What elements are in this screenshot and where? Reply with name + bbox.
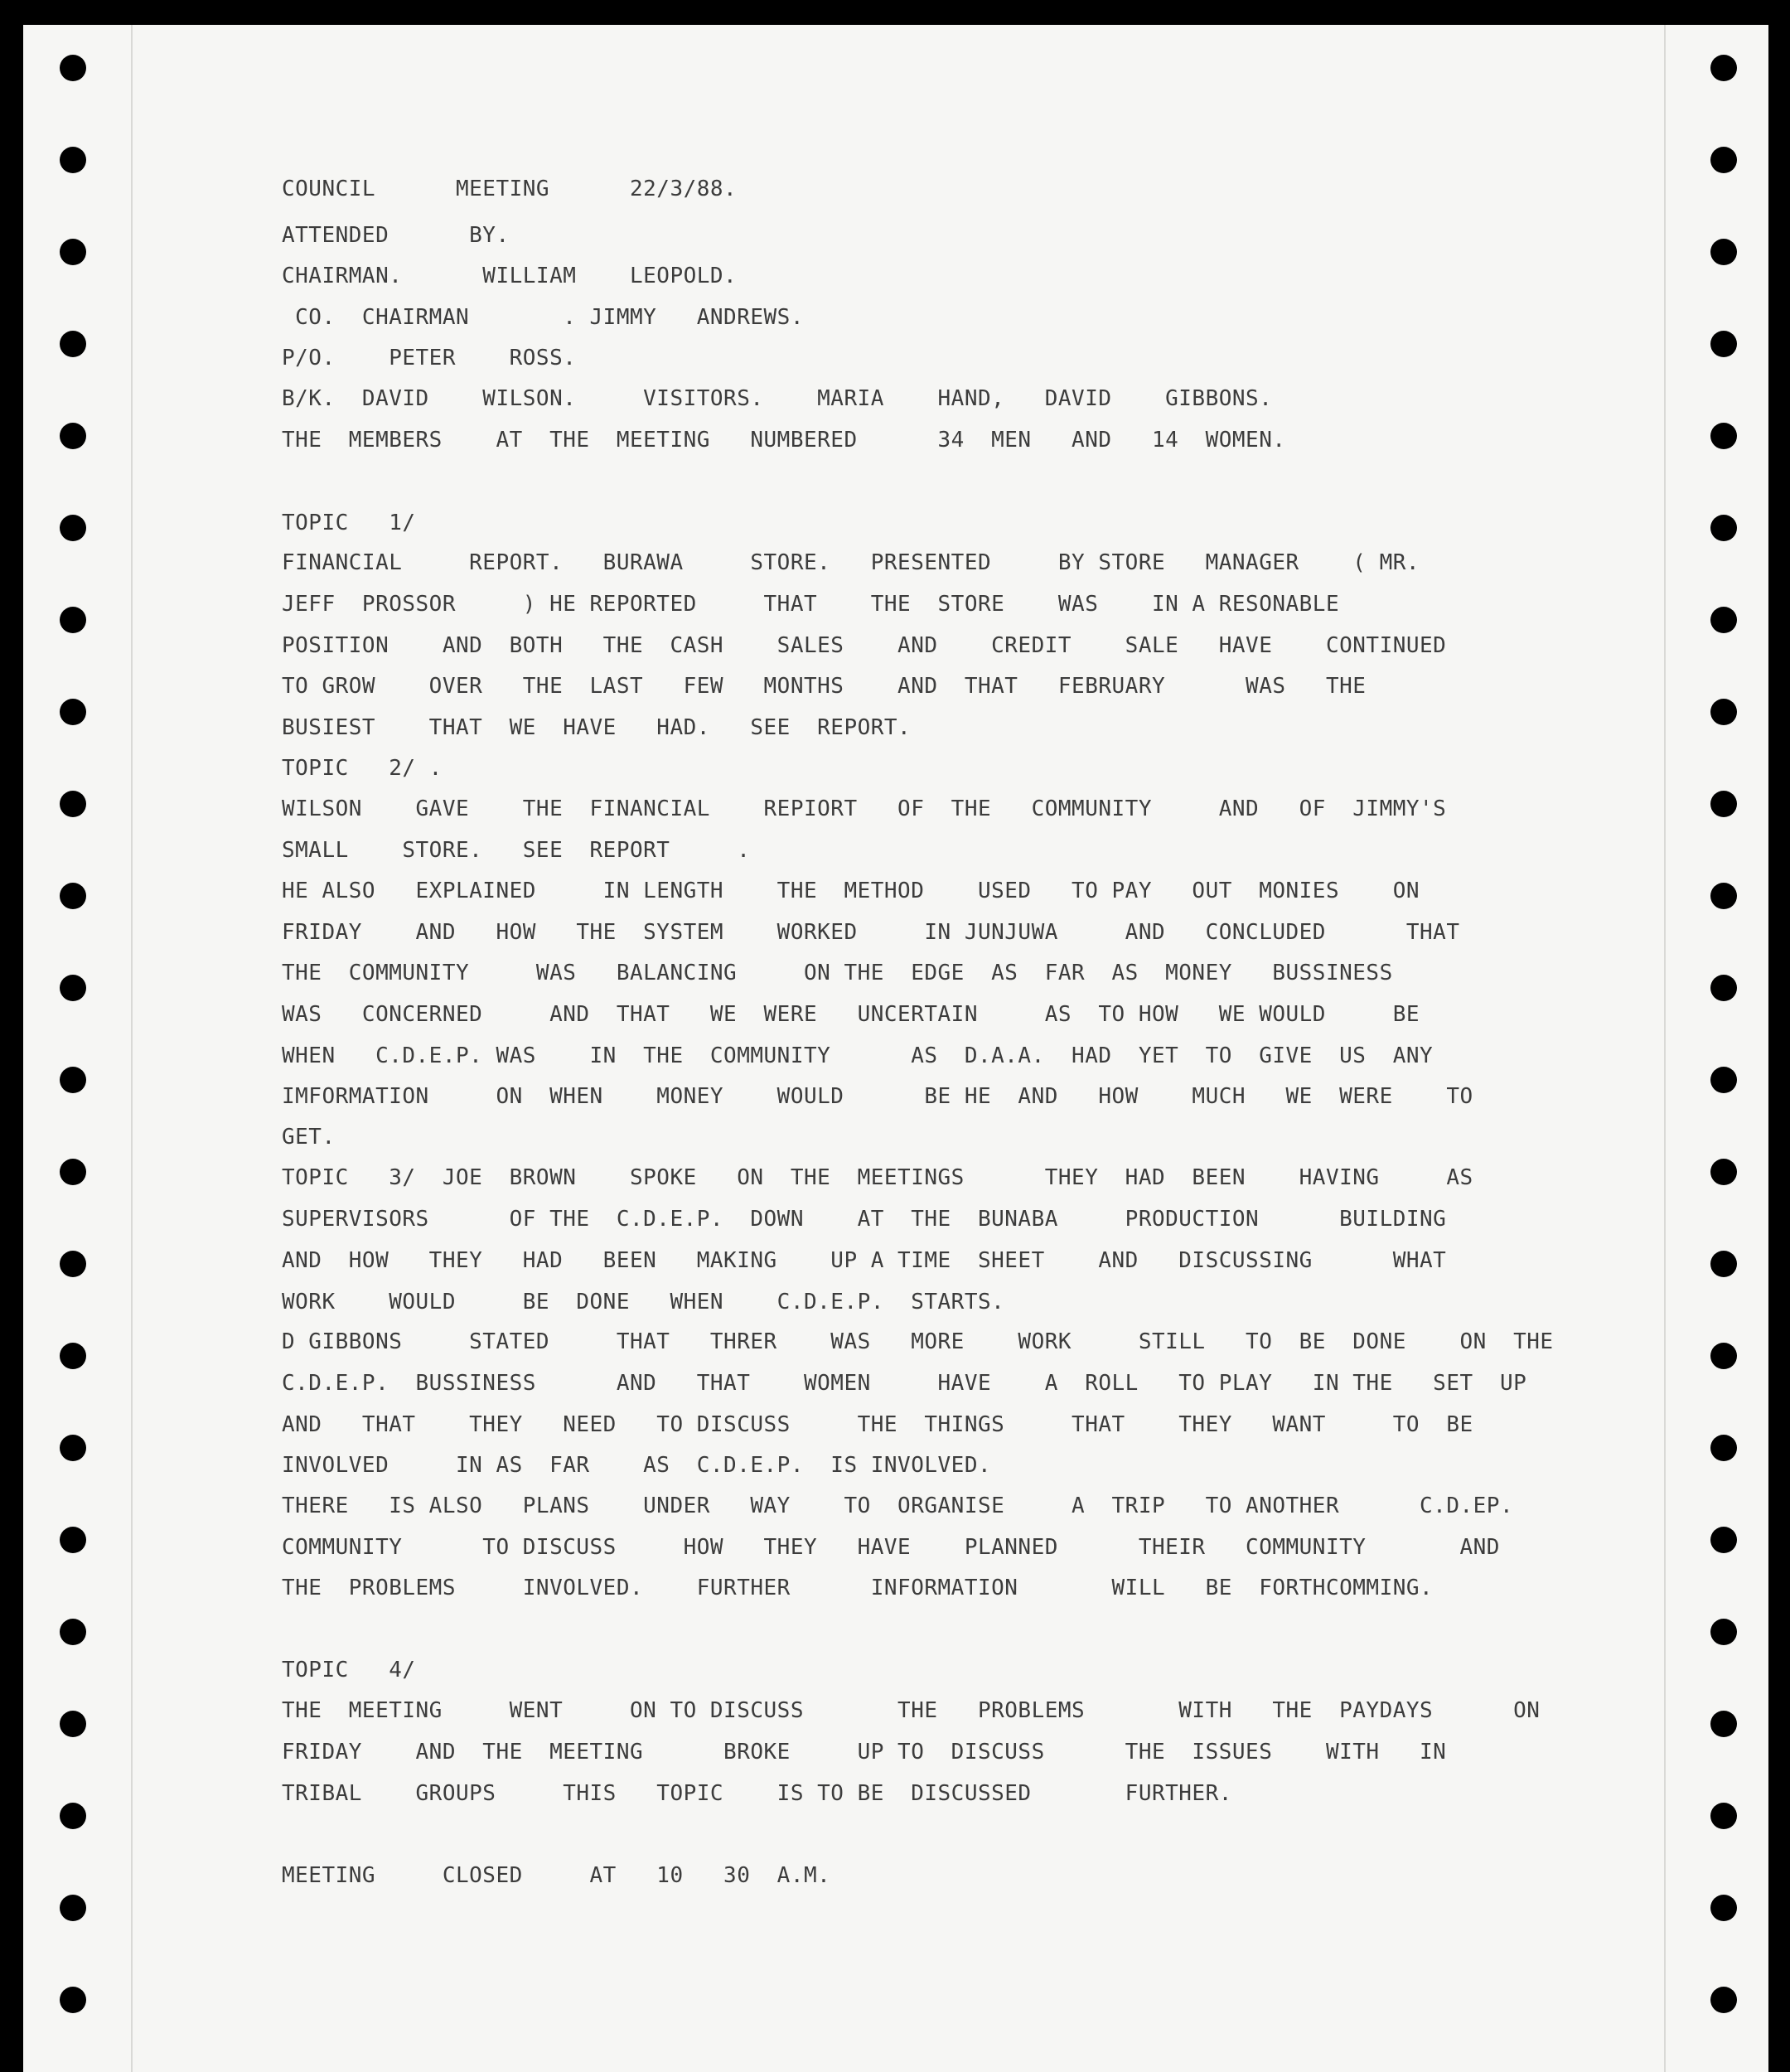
minutes-line: BUSIEST THAT WE HAVE HAD. SEE REPORT. xyxy=(282,715,912,740)
tractor-hole xyxy=(1710,1159,1737,1185)
minutes-line: GET. xyxy=(282,1125,336,1150)
members-line: THE MEMBERS AT THE MEETING NUMBERED 34 MEN AND 14 WOMEN. xyxy=(282,428,1286,453)
tractor-hole xyxy=(1710,423,1737,449)
minutes-line: POSITION AND BOTH THE CASH SALES AND CREDIT SALE HAVE CONTINUED xyxy=(282,633,1447,658)
minutes-line: WAS CONCERNED AND THAT WE WERE UNCERTAIN AS TO HOW WE WOULD BE xyxy=(282,1002,1420,1027)
minutes-line: D GIBBONS STATED THAT THRER WAS MORE WORK STILL TO BE DONE ON THE xyxy=(282,1329,1554,1354)
tractor-hole xyxy=(60,1159,86,1185)
tractor-hole xyxy=(60,1067,86,1093)
tractor-hole xyxy=(1710,607,1737,633)
tractor-hole xyxy=(1710,1251,1737,1277)
minutes-line: AND HOW THEY HAD BEEN MAKING UP A TIME SHEET AND DISCUSSING WHAT xyxy=(282,1248,1447,1273)
minutes-line: TRIBAL GROUPS THIS TOPIC IS TO BE DISCUSSED FURTHER. xyxy=(282,1781,1232,1806)
minutes-line: COMMUNITY TO DISCUSS HOW THEY HAVE PLANNED THEIR COMMUNITY AND xyxy=(282,1535,1500,1560)
minutes-line: C.D.E.P. BUSSINESS AND THAT WOMEN HAVE A ROLL TO PLAY IN THE SET UP xyxy=(282,1371,1527,1396)
minutes-line: THE COMMUNITY WAS BALANCING ON THE EDGE AS FAR AS MONEY BUSSINESS xyxy=(282,961,1393,985)
tractor-hole xyxy=(1710,791,1737,817)
tractor-hole xyxy=(60,1619,86,1645)
tractor-hole xyxy=(1710,1619,1737,1645)
tractor-hole xyxy=(60,515,86,541)
tractor-hole xyxy=(60,147,86,173)
tractor-hole xyxy=(1710,1803,1737,1829)
right-perforation-rule xyxy=(1664,25,1666,2072)
tractor-hole xyxy=(1710,147,1737,173)
printout-page xyxy=(23,25,1768,2072)
minutes-line: WILSON GAVE THE FINANCIAL REPIORT OF THE COMMUNITY AND OF JIMMY'S xyxy=(282,796,1447,821)
minutes-line: TOPIC 3/ JOE BROWN SPOKE ON THE MEETINGS THEY HAD BEEN HAVING AS xyxy=(282,1165,1473,1190)
tractor-hole xyxy=(60,1711,86,1737)
attended-line: ATTENDED BY. xyxy=(282,223,510,248)
minutes-line: JEFF PROSSOR ) HE REPORTED THAT THE STORE WAS IN A RESONABLE xyxy=(282,592,1340,617)
tractor-hole xyxy=(1710,55,1737,81)
minutes-line: TO GROW OVER THE LAST FEW MONTHS AND THAT FEBRUARY WAS THE xyxy=(282,674,1367,699)
minutes-line: WORK WOULD BE DONE WHEN C.D.E.P. STARTS. xyxy=(282,1290,1005,1314)
tractor-hole xyxy=(60,423,86,449)
meeting-closed-line: MEETING CLOSED AT 10 30 A.M. xyxy=(282,1863,831,1888)
minutes-line: SUPERVISORS OF THE C.D.E.P. DOWN AT THE BUNABA PRODUCTION BUILDING xyxy=(282,1207,1447,1232)
tractor-hole xyxy=(1710,975,1737,1001)
tractor-hole xyxy=(1710,1343,1737,1369)
tractor-hole xyxy=(60,975,86,1001)
bk-visitors-line: B/K. DAVID WILSON. VISITORS. MARIA HAND, DAVID GIBBONS. xyxy=(282,386,1273,411)
minutes-line: SMALL STORE. SEE REPORT . xyxy=(282,838,751,863)
tractor-hole xyxy=(60,883,86,909)
tractor-hole xyxy=(60,1803,86,1829)
minutes-line: THE MEETING WENT ON TO DISCUSS THE PROBLEMS WITH THE PAYDAYS ON xyxy=(282,1698,1541,1723)
tractor-hole xyxy=(60,1343,86,1369)
tractor-hole xyxy=(60,1987,86,2013)
chairman-line: CHAIRMAN. WILLIAM LEOPOLD. xyxy=(282,264,738,288)
topic-heading: TOPIC 1/ xyxy=(282,511,416,535)
tractor-hole xyxy=(1710,1435,1737,1461)
tractor-hole xyxy=(60,1435,86,1461)
tractor-hole xyxy=(60,55,86,81)
minutes-line: WHEN C.D.E.P. WAS IN THE COMMUNITY AS D.A.A. HAD YET TO GIVE US ANY xyxy=(282,1043,1434,1068)
po-line: P/O. PETER ROSS. xyxy=(282,346,577,370)
tractor-hole xyxy=(60,607,86,633)
tractor-hole xyxy=(60,1527,86,1553)
tractor-hole xyxy=(1710,883,1737,909)
minutes-line: HE ALSO EXPLAINED IN LENGTH THE METHOD USED TO PAY OUT MONIES ON xyxy=(282,879,1420,903)
tractor-hole xyxy=(60,239,86,265)
tractor-hole xyxy=(60,791,86,817)
tractor-hole xyxy=(60,699,86,725)
minutes-line: FRIDAY AND THE MEETING BROKE UP TO DISCUSS THE ISSUES WITH IN xyxy=(282,1740,1447,1765)
tractor-hole xyxy=(1710,1987,1737,2013)
minutes-line: AND THAT THEY NEED TO DISCUSS THE THINGS THAT THEY WANT TO BE xyxy=(282,1412,1473,1437)
minutes-line: FINANCIAL REPORT. BURAWA STORE. PRESENTED BY STORE MANAGER ( MR. xyxy=(282,550,1420,575)
tractor-hole xyxy=(1710,239,1737,265)
minutes-line: THE PROBLEMS INVOLVED. FURTHER INFORMATION WILL BE FORTHCOMMING. xyxy=(282,1576,1434,1600)
tractor-hole xyxy=(1710,1711,1737,1737)
minutes-line: FRIDAY AND HOW THE SYSTEM WORKED IN JUNJUWA AND CONCLUDED THAT xyxy=(282,920,1460,945)
tractor-hole xyxy=(1710,1067,1737,1093)
tractor-hole xyxy=(1710,515,1737,541)
topic-heading: TOPIC 2/ . xyxy=(282,756,443,781)
topic-heading: TOPIC 4/ xyxy=(282,1658,416,1682)
tractor-hole xyxy=(60,1251,86,1277)
tractor-hole xyxy=(60,331,86,357)
co-chairman-line: CO. CHAIRMAN . JIMMY ANDREWS. xyxy=(282,305,804,330)
minutes-line: IMFORMATION ON WHEN MONEY WOULD BE HE AND HOW MUCH WE WERE TO xyxy=(282,1084,1473,1109)
tractor-hole xyxy=(60,1895,86,1921)
tractor-hole xyxy=(1710,699,1737,725)
tractor-hole xyxy=(1710,1527,1737,1553)
tractor-hole xyxy=(1710,331,1737,357)
minutes-line: INVOLVED IN AS FAR AS C.D.E.P. IS INVOLVED. xyxy=(282,1453,992,1478)
left-perforation-rule xyxy=(131,25,133,2072)
tractor-hole xyxy=(1710,1895,1737,1921)
heading-line: COUNCIL MEETING 22/3/88. xyxy=(282,177,738,201)
minutes-line: THERE IS ALSO PLANS UNDER WAY TO ORGANISE A TRIP TO ANOTHER C.D.EP. xyxy=(282,1493,1514,1518)
